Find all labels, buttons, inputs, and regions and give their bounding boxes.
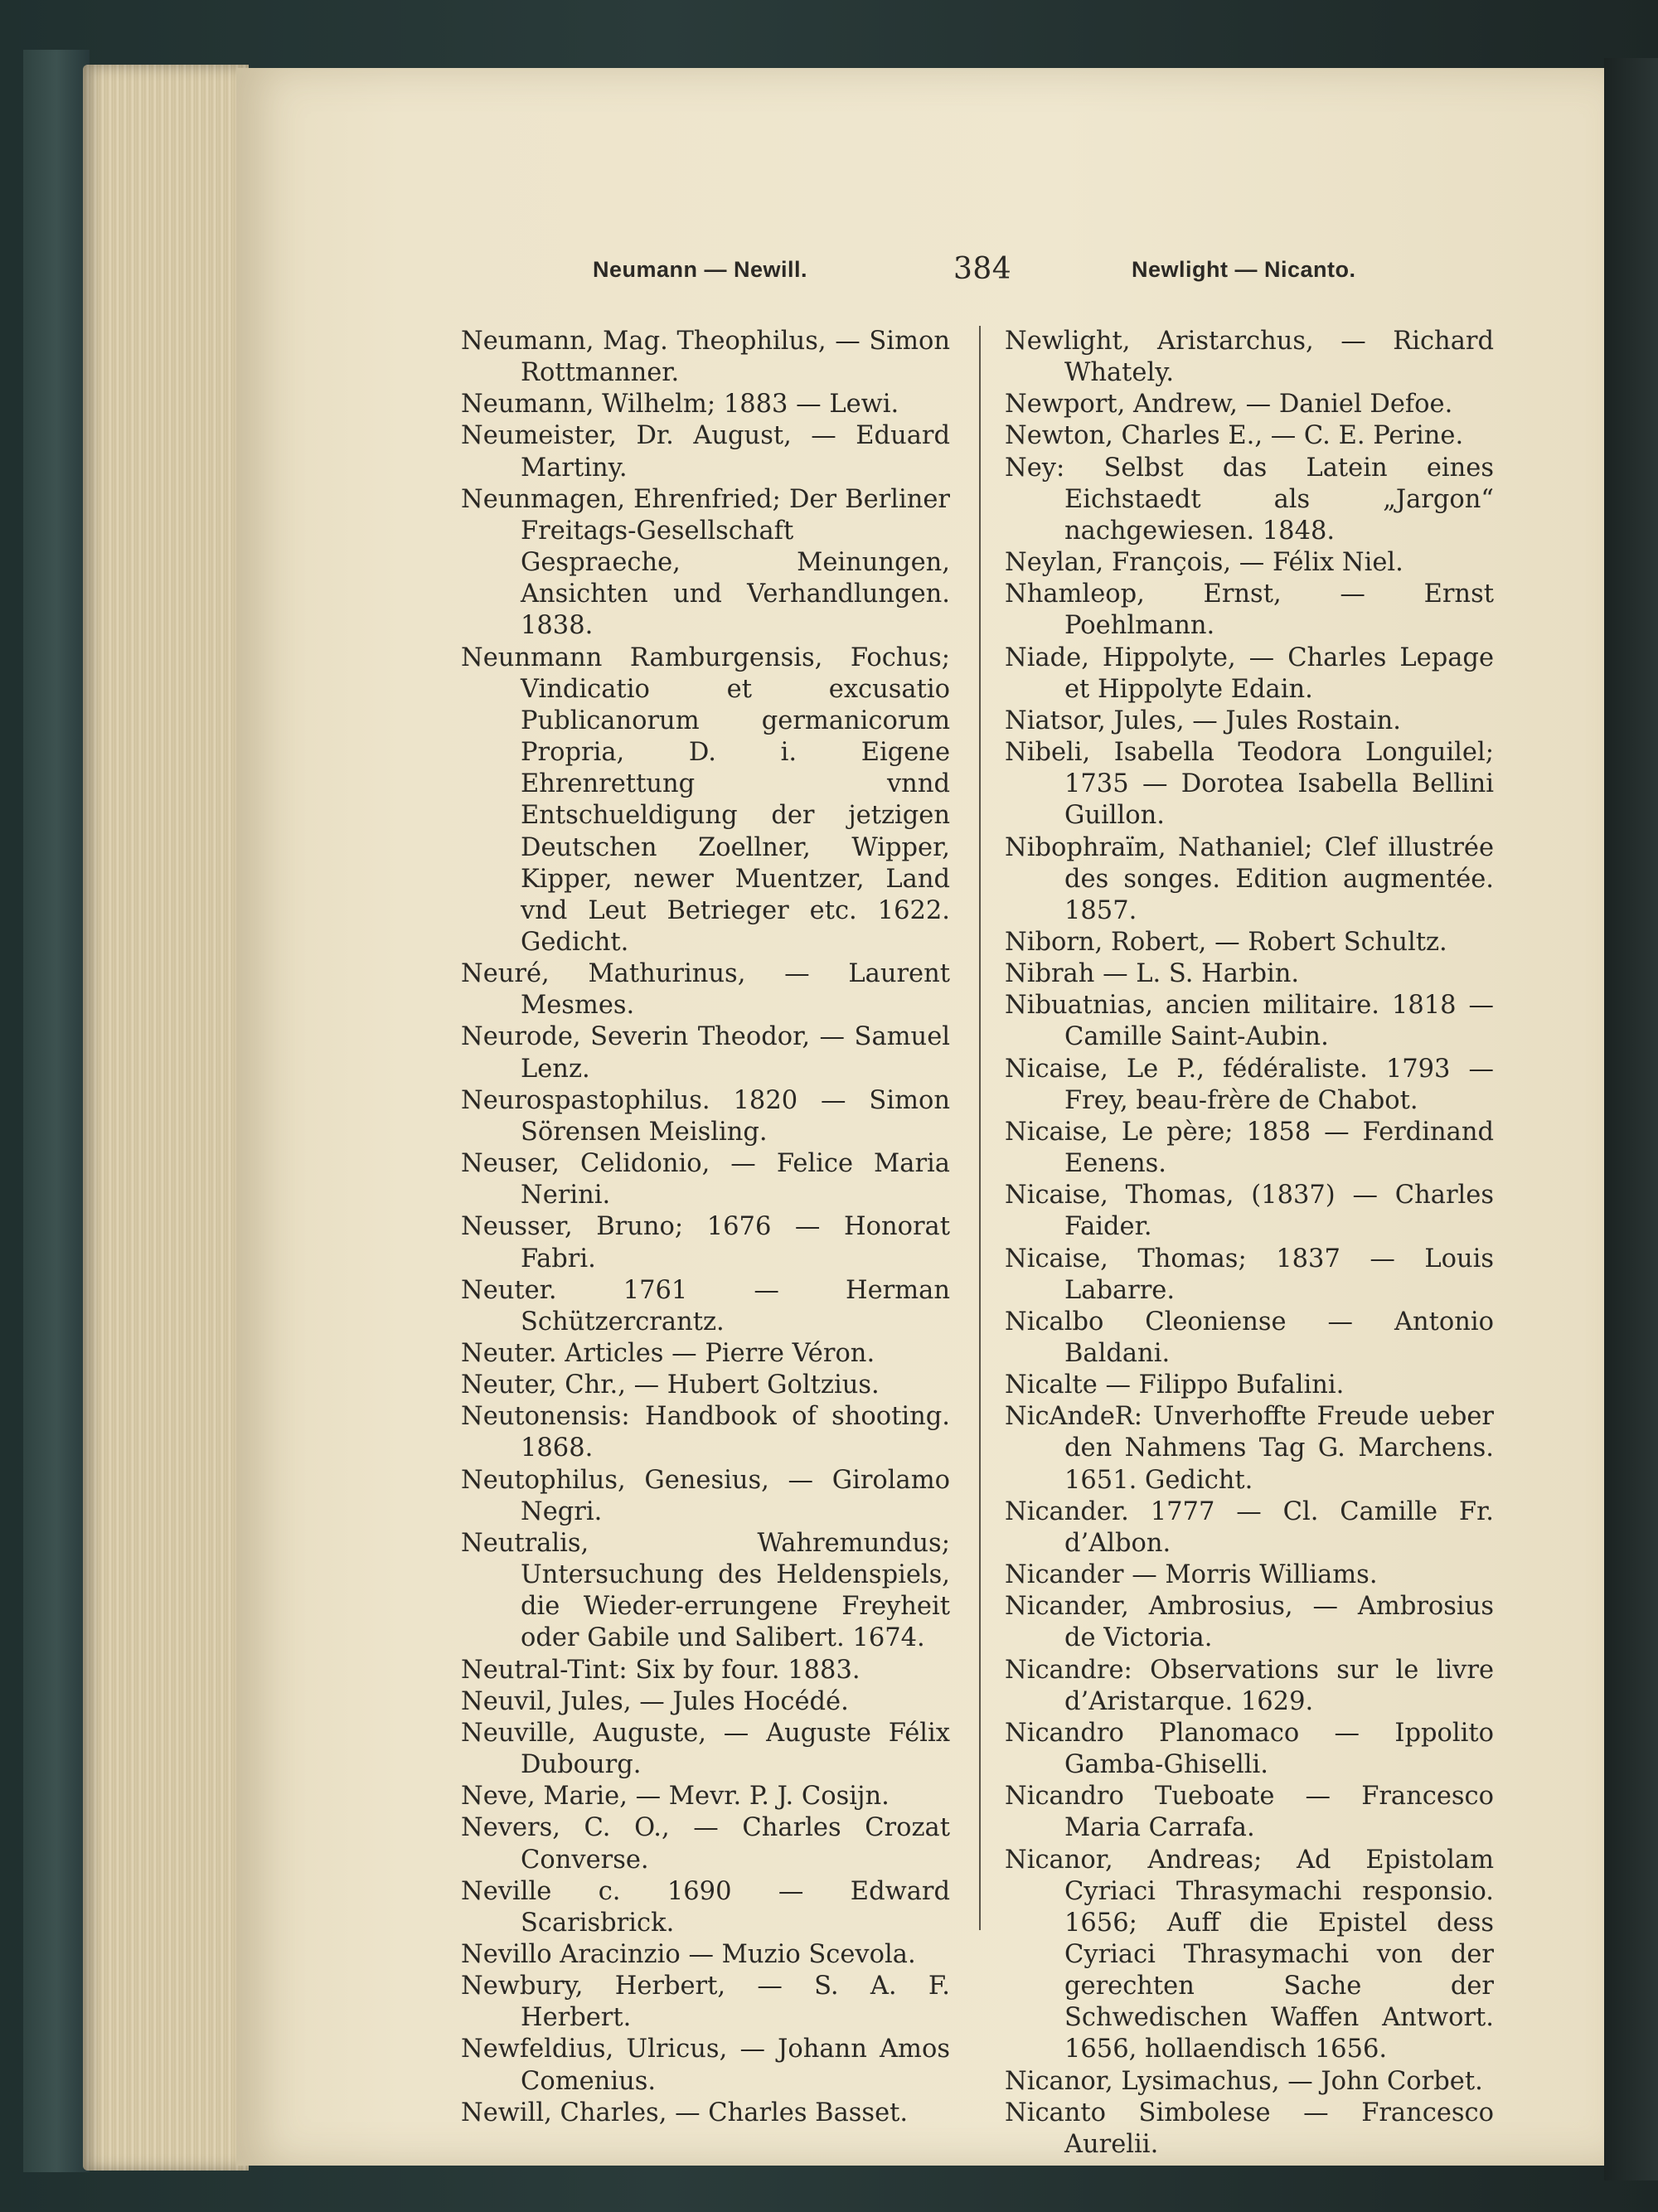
index-entry: Neusser, Bruno; 1676 — Honorat Fabri. <box>461 1212 950 1273</box>
index-entry: Nicaise, Le père; 1858 — Ferdinand Eenens. <box>1005 1117 1494 1179</box>
index-entry: Neurospastophilus. 1820 — Simon Sörensen Meisling. <box>461 1085 950 1147</box>
running-header-left: Neumann — Newill. <box>593 257 808 282</box>
index-entry: Nicalbo Cleoniense — Antonio Baldani. <box>1005 1307 1494 1368</box>
index-entry: Nevers, C. O., — Charles Crozat Converse. <box>461 1813 950 1875</box>
index-entry: Neuré, Mathurinus, — Laurent Mesmes. <box>461 959 950 1021</box>
index-entry: Niade, Hippolyte, — Charles Lepage et Hippolyte Edain. <box>1005 643 1494 704</box>
index-entry: Nicaise, Le P., fédéraliste. 1793 — Frey, beau-frère de Chabot. <box>1005 1054 1494 1115</box>
index-entry: Nicandre: Observations sur le livre d’Aristarque. 1629. <box>1005 1655 1494 1716</box>
index-entry: Neutonensis: Handbook of shooting. 1868. <box>461 1402 950 1463</box>
index-entry: Nicaise, Thomas, (1837) — Charles Faider. <box>1005 1181 1494 1242</box>
index-entry: Newton, Charles E., — C. E. Perine. <box>1005 421 1464 451</box>
index-entry: Neuter, Chr., — Hubert Goltzius. <box>461 1370 880 1400</box>
right-column <box>1005 326 1494 2161</box>
page-number: 384 <box>953 252 1012 286</box>
running-header-right: Newlight — Nicanto. <box>1132 257 1356 282</box>
index-entry: Neumann, Wilhelm; 1883 — Lewi. <box>461 390 899 420</box>
index-entry: Neylan, François, — Félix Niel. <box>1005 548 1403 578</box>
index-entry: Neutophilus, Genesius, — Girolamo Negri. <box>461 1465 950 1526</box>
index-entry: Nicandro Tueboate — Francesco Maria Carrafa. <box>1005 1782 1494 1843</box>
index-entry: Nicanor, Lysimachus, — John Corbet. <box>1005 2066 1483 2096</box>
index-entry: Nicander, Ambrosius, — Ambrosius de Victoria. <box>1005 1592 1494 1653</box>
index-entry: Neuvil, Jules, — Jules Hocédé. <box>461 1686 849 1716</box>
index-entry: Neurode, Severin Theodor, — Samuel Lenz. <box>461 1022 950 1084</box>
right-background <box>1604 58 1658 2180</box>
index-entry: Newlight, Aristarchus, — Richard Whately. <box>1005 327 1494 388</box>
index-entry: Neve, Marie, — Mevr. P. J. Cosijn. <box>461 1782 890 1812</box>
index-entry: Niborn, Robert, — Robert Schultz. <box>1005 927 1447 957</box>
index-entry: Nibeli, Isabella Teodora Longuilel; 1735 — Dorotea Isabella Bellini Guillon. <box>1005 738 1494 831</box>
index-entry: Newill, Charles, — Charles Basset. <box>461 2098 909 2127</box>
index-entry: Nibrah — L. S. Harbin. <box>1005 959 1300 989</box>
index-entry: Nicalte — Filippo Bufalini. <box>1005 1370 1345 1400</box>
index-entry: NicAndeR: Unverhoffte Freude ueber den Nahmens Tag G. Marchens. 1651. Gedicht. <box>1005 1402 1494 1495</box>
index-entry: Neuville, Auguste, — Auguste Félix Dubourg. <box>461 1718 950 1780</box>
index-entry: Newbury, Herbert, — S. A. F. Herbert. <box>461 1972 950 2033</box>
index-entry: Nevillo Aracinzio — Muzio Scevola. <box>461 1939 916 1969</box>
column-divider <box>979 326 981 1930</box>
index-entry: Neuser, Celidonio, — Felice Maria Nerini. <box>461 1149 950 1210</box>
index-entry: Ney: Selbst das Latein eines Eichstaedt als „Jargon“ nachgewiesen. 1848. <box>1005 453 1494 546</box>
index-entry: Nicaise, Thomas; 1837 — Louis Labarre. <box>1005 1244 1494 1305</box>
page-stack-edge <box>83 65 249 2171</box>
index-entry: Neville c. 1690 — Edward Scarisbrick. <box>461 1876 950 1938</box>
index-entry: Nicandro Planomaco — Ippolito Gamba-Ghiselli. <box>1005 1718 1494 1780</box>
index-entry: Newport, Andrew, — Daniel Defoe. <box>1005 390 1453 420</box>
index-entry: Neuter. 1761 — Herman Schützercrantz. <box>461 1275 950 1336</box>
index-entry: Niatsor, Jules, — Jules Rostain. <box>1005 706 1401 735</box>
index-entry: Neutralis, Wahremundus; Untersuchung des Heldenspiels, die Wieder-errungene Freyheit oder Gabile und Salibert. 1674. <box>461 1528 950 1653</box>
index-entry: Neunmagen, Ehrenfried; Der Berliner Freitags-Gesellschaft Gespraeche, Meinungen, Ansichten und Verhandlungen. 1838. <box>461 484 950 641</box>
index-entry: Nicanor, Andreas; Ad Epistolam Cyriaci Thrasymachi responsio. 1656; Auff die Epistel dess Cyriaci Thrasymachi von der gerechten Sache der Schwedischen Waffen Antwort. 1656, hollaendisch 1656. <box>1005 1845 1494 2064</box>
index-entry: Nicander — Morris Williams. <box>1005 1560 1378 1590</box>
index-entry: Neunmann Ramburgensis, Fochus; Vindicatio et excusatio Publicanorum germanicorum Propria, D. i. Eigene Ehrenrettung vnnd Entschueldigung der jetzigen Deutschen Zoellner, Wipper, Kipper, newer Muentzer, Land vnd Leut Betrieger etc. 1622. Gedicht. <box>461 643 950 957</box>
index-entry: Nibuatnias, ancien militaire. 1818 — Camille Saint-Aubin. <box>1005 991 1494 1052</box>
index-entry: Nicanto Simbolese — Francesco Aurelii. <box>1005 2098 1494 2159</box>
index-entry: Neumeister, Dr. August, — Eduard Martiny. <box>461 421 950 483</box>
index-entry: Nicander. 1777 — Cl. Camille Fr. d’Albon. <box>1005 1496 1494 1558</box>
index-entry: Nhamleop, Ernst, — Ernst Poehlmann. <box>1005 580 1494 641</box>
left-column <box>461 326 950 2129</box>
index-entry: Newfeldius, Ulricus, — Johann Amos Comenius. <box>461 2035 950 2096</box>
index-entry: Neuter. Articles — Pierre Véron. <box>461 1339 875 1368</box>
index-entry: Neumann, Mag. Theophilus, — Simon Rottmanner. <box>461 327 950 388</box>
index-entry: Neutral-Tint: Six by four. 1883. <box>461 1655 861 1685</box>
book-spine <box>23 50 90 2172</box>
index-entry: Nibophraïm, Nathaniel; Clef illustrée des songes. Edition augmentée. 1857. <box>1005 832 1494 925</box>
